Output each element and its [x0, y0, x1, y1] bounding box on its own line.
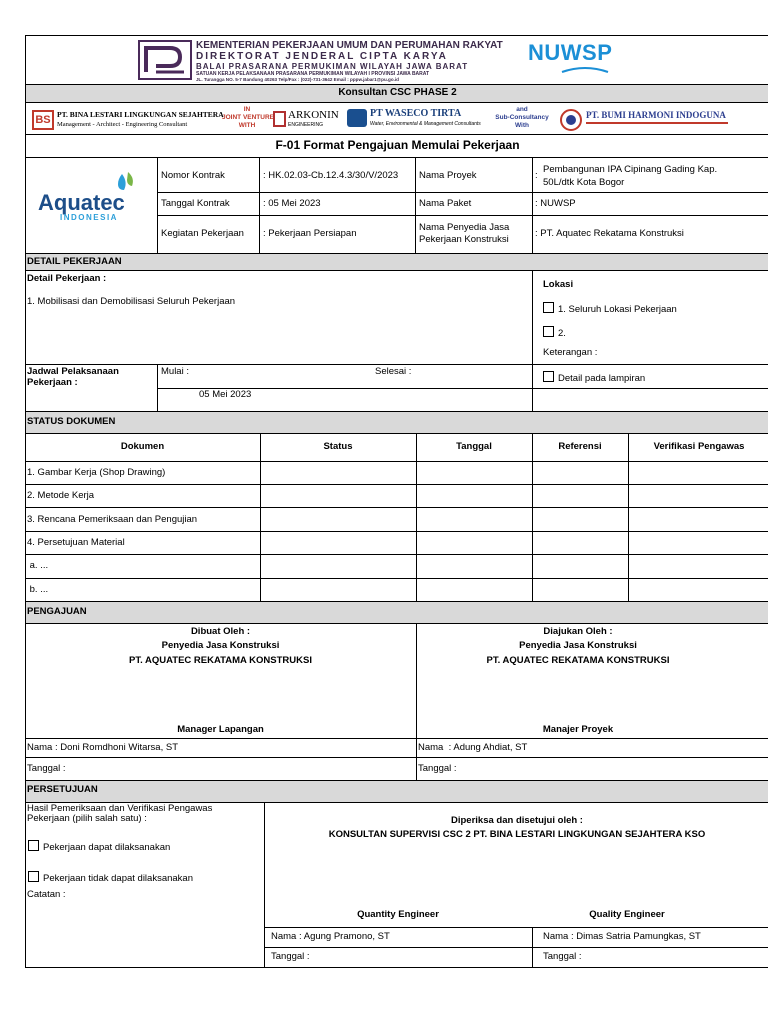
kegiatan-value: : Pekerjaan Persiapan [263, 228, 357, 239]
sub-label-3: With [514, 122, 530, 129]
keterangan-label: Keterangan : [543, 347, 598, 358]
partner-2-name: ARKONIN [288, 109, 339, 121]
nuwsp-logo: NUWSP [528, 40, 613, 65]
waseco-logo-icon [347, 109, 367, 127]
lokasi-label: Lokasi [543, 279, 574, 290]
tidak-dapat-label: Pekerjaan tidak dapat dilaksanakan [43, 873, 193, 884]
bls-logo: BS [32, 110, 54, 130]
lokasi-1-label: 1. Seluruh Lokasi Pekerjaan [558, 304, 677, 315]
ministry-line-4: SATUAN KERJA PELAKSANAAN PRASARANA PERMUKIMAN WILAYAH I PROVINSI JAWA BARAT [196, 71, 430, 77]
persetujuan-option-1[interactable] [28, 840, 170, 853]
table-row: 3. Rencana Pemeriksaan dan Pengujian [27, 514, 198, 525]
partner-3-sub: Water, Environmental & Management Consultants [370, 121, 481, 127]
table-row: b. ... [27, 584, 49, 595]
nama-proyek-value-2: 50L/dtk Kota Bogor [543, 177, 625, 188]
partner-1-name: PT. BINA LESTARI LINGKUNGAN SEJAHTERA [57, 110, 224, 119]
detail-label: Detail Pekerjaan : [27, 273, 107, 284]
quality-engineer-nama: Nama : Dimas Satria Pamungkas, ST [543, 931, 701, 942]
nama-paket-value: : NUWSP [535, 198, 576, 209]
konsultan-label: KONSULTAN SUPERVISI CSC 2 PT. BINA LESTARI LINGKUNGAN SEJAHTERA KSO [328, 829, 706, 840]
lokasi-option-2[interactable] [543, 326, 566, 339]
pengajuan-section-header: PENGAJUAN [27, 606, 87, 617]
jv-label-2: JOINT VENTURE [222, 114, 275, 121]
tanggal-kontrak-value: : 05 Mei 2023 [263, 198, 321, 209]
arkonin-logo-icon [273, 111, 286, 127]
quantity-engineer-role: Quantity Engineer [357, 909, 439, 920]
ministry-line-5: JL. Turangga NO. 5-7 Bandung 40263 Telp/Fax : (022)-731-3642 Email : pppw.jabar1@pu.go.id [196, 77, 399, 82]
pengajuan-right-3: PT. AQUATEC REKATAMA KONSTRUKSI [486, 655, 670, 666]
table-row: 1. Gambar Kerja (Shop Drawing) [27, 467, 166, 478]
pengajuan-left-3: PT. AQUATEC REKATAMA KONSTRUKSI [129, 655, 312, 666]
pengajuan-left-2: Penyedia Jasa Konstruksi [161, 640, 280, 651]
diperiksa-label: Diperiksa dan disetujui oleh : [451, 815, 583, 826]
detail-item-1: 1. Mobilisasi dan Demobilisasi Seluruh Pekerjaan [27, 296, 236, 307]
penyedia-label-1: Nama Penyedia Jasa [419, 222, 510, 233]
pupr-logo-icon [140, 42, 190, 78]
detail-section-header: DETAIL PEKERJAAN [27, 256, 122, 267]
partner-3-name: PT WASECO TIRTA [370, 108, 462, 119]
nuwsp-swoosh-icon [560, 66, 610, 76]
penyedia-value: : PT. Aquatec Rekatama Konstruksi [535, 228, 684, 239]
status-section-header: STATUS DOKUMEN [27, 416, 116, 427]
col-verifikasi: Verifikasi Pengawas [653, 441, 745, 452]
kegiatan-label: Kegiatan Pekerjaan [161, 228, 244, 239]
pengajuan-right-2: Penyedia Jasa Konstruksi [519, 640, 637, 651]
lokasi-1-checkbox[interactable] [543, 302, 554, 313]
nama-proyek-label: Nama Proyek [419, 170, 477, 181]
hasil-label-2: Pekerjaan (pilih salah satu) : [27, 813, 147, 824]
jv-label-3: WITH [238, 122, 256, 129]
partner-4-name: PT. BUMI HARMONI INDOGUNA [586, 110, 726, 120]
pengajuan-right-role: Manajer Proyek [542, 724, 614, 735]
pengajuan-left-role: Manager Lapangan [177, 724, 264, 735]
partner-2-sub: ENGINEERING [288, 122, 324, 128]
quantity-engineer-nama: Nama : Agung Pramono, ST [271, 931, 390, 942]
tanggal-kontrak-label: Tanggal Kontrak [161, 198, 230, 209]
sub-label-1: and [516, 106, 528, 113]
mulai-label: Mulai : [161, 366, 189, 377]
nama-proyek-colon: : [535, 170, 538, 181]
jadwal-label-1: Jadwal Pelaksanaan [27, 366, 119, 377]
quality-engineer-tanggal: Tanggal : [543, 951, 582, 962]
table-row: 4. Persetujuan Material [27, 537, 125, 548]
partner-4-underline [586, 122, 728, 124]
persetujuan-section-header: PERSETUJUAN [27, 784, 98, 795]
ministry-line-2: DIREKTORAT JENDERAL CIPTA KARYA [196, 51, 448, 62]
pengajuan-right-1: Diajukan Oleh : [543, 626, 613, 637]
nama-proyek-value-1: Pembangunan IPA Cipinang Gading Kap. [543, 164, 718, 175]
tidak-dapat-checkbox[interactable] [28, 871, 39, 882]
catatan-label: Catatan : [27, 889, 66, 900]
nama-paket-label: Nama Paket [419, 198, 472, 209]
ministry-line-3: BALAI PRASARANA PERMUKIMAN WILAYAH JAWA BARAT [196, 62, 469, 71]
col-status: Status [323, 441, 353, 452]
ministry-logo [138, 40, 192, 80]
lampiran-label: Detail pada lampiran [558, 373, 646, 384]
lokasi-option-1[interactable] [543, 302, 677, 315]
pengajuan-left-nama: Nama : Doni Romdhoni Witarsa, ST [27, 742, 178, 753]
quantity-engineer-tanggal: Tanggal : [271, 951, 310, 962]
table-row: 2. Metode Kerja [27, 490, 95, 501]
mulai-value: 05 Mei 2023 [199, 389, 252, 400]
bumi-harmoni-logo-icon [559, 108, 583, 132]
consultant-title: Konsultan CSC PHASE 2 [338, 87, 457, 98]
pengajuan-left-1: Dibuat Oleh : [190, 626, 251, 637]
hasil-label-1: Hasil Pemeriksaan dan Verifikasi Pengawas [27, 803, 213, 814]
nomor-kontrak-value: : HK.02.03-Cb.12.4.3/30/V/2023 [263, 170, 399, 181]
pengajuan-right-nama: Nama : Adung Ahdiat, ST [418, 742, 528, 753]
col-dokumen: Dokumen [120, 441, 165, 452]
col-referensi: Referensi [558, 441, 602, 452]
col-tanggal: Tanggal [456, 441, 492, 452]
table-row: a. ... [27, 560, 49, 571]
pengajuan-right-tanggal: Tanggal : [418, 763, 457, 774]
jadwal-label-2: Pekerjaan : [27, 377, 78, 388]
form-title: F-01 Format Pengajuan Memulai Pekerjaan [275, 138, 520, 152]
aquatec-logo-name: Aquatec [38, 190, 125, 215]
lokasi-2-label: 2. [558, 328, 566, 339]
lampiran-option[interactable] [543, 371, 645, 384]
pengajuan-left-tanggal: Tanggal : [27, 763, 66, 774]
partner-1-sub: Management - Architect - Engineering Consultant [57, 121, 188, 128]
nomor-kontrak-label: Nomor Kontrak [161, 170, 225, 181]
persetujuan-option-2[interactable] [28, 871, 193, 884]
dapat-label: Pekerjaan dapat dilaksanakan [43, 842, 171, 853]
dapat-checkbox[interactable] [28, 840, 39, 851]
penyedia-label-2: Pekerjaan Konstruksi [419, 234, 509, 245]
jv-label-1: IN [243, 106, 251, 113]
sub-label-2: Sub-Consultancy [495, 114, 549, 121]
ministry-line-1: KEMENTERIAN PEKERJAAN UMUM DAN PERUMAHAN RAKYAT [196, 40, 503, 51]
selesai-label: Selesai : [375, 366, 412, 377]
lampiran-checkbox[interactable] [543, 371, 554, 382]
quality-engineer-role: Quality Engineer [589, 909, 665, 920]
aquatec-logo-sub: INDONESIA [60, 213, 118, 222]
lokasi-2-checkbox[interactable] [543, 326, 554, 337]
